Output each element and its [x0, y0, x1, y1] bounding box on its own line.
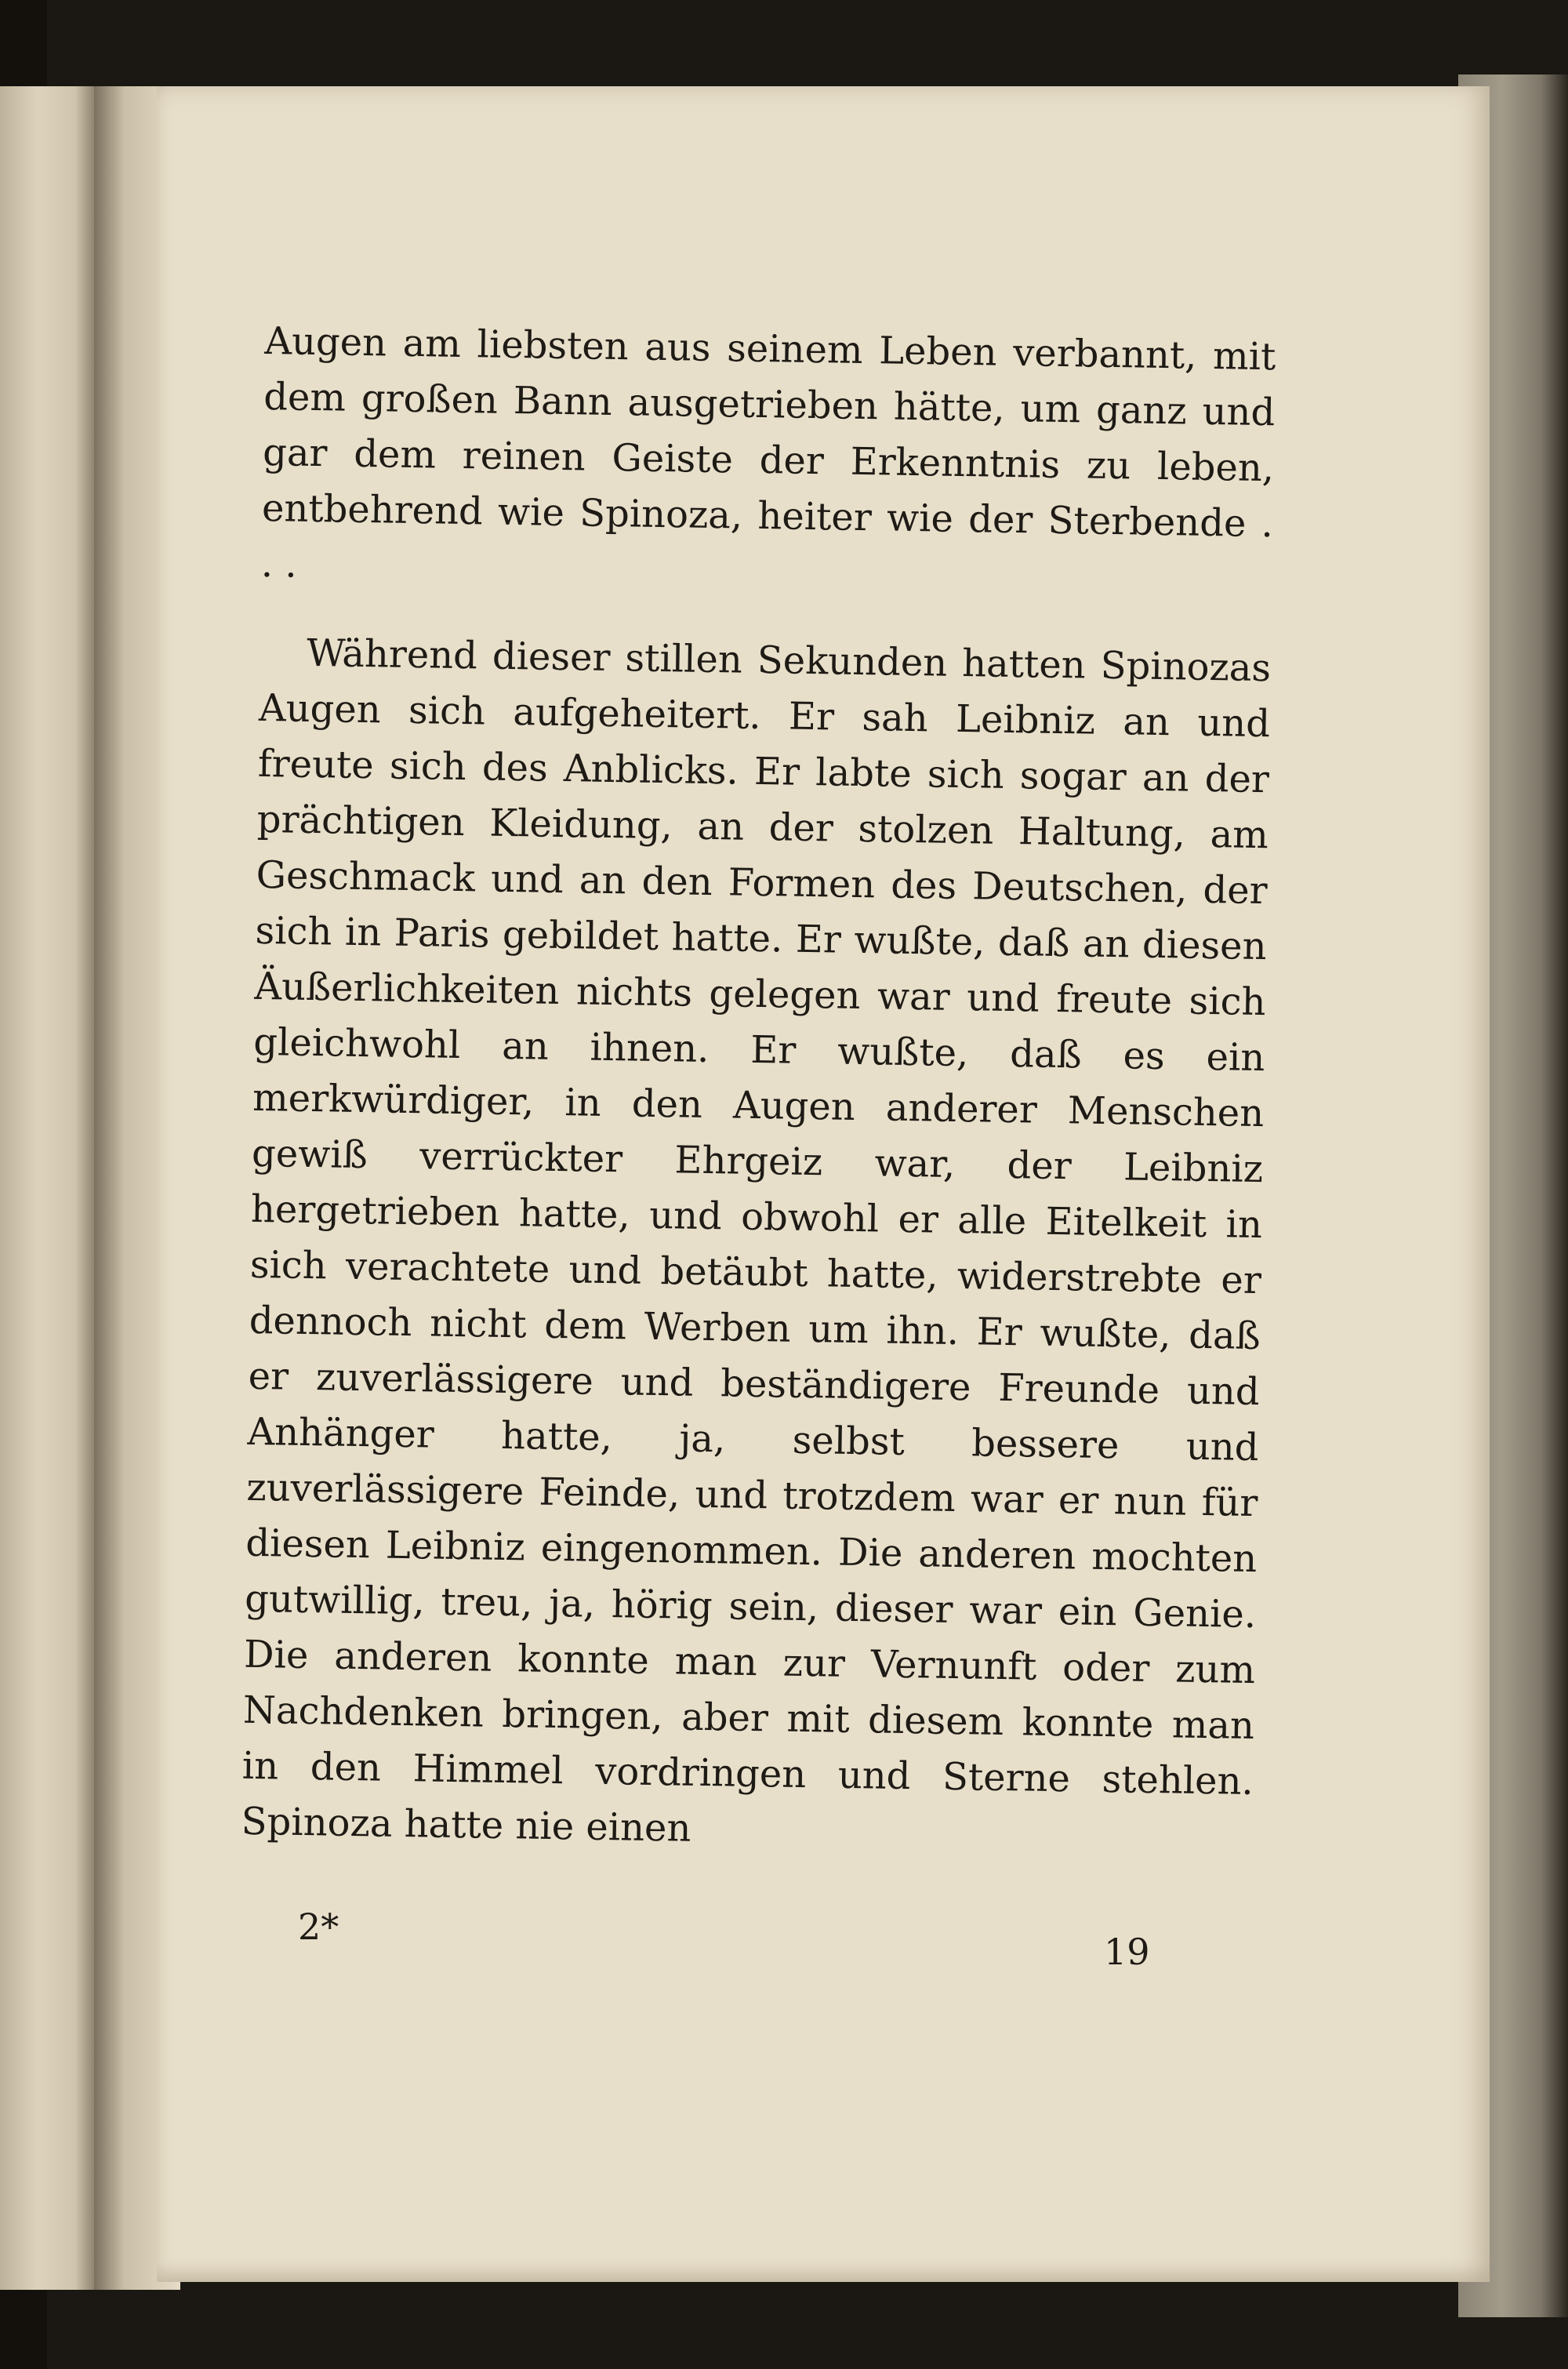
paragraph-2: Während dieser stillen Sekunden hatten Spinozas Augen sich aufgeheitert. Er sah Leibniz an und freute sich des Anblicks. Er labte sich sogar an der prächtigen Kleidung, an der stolzen Haltung, am Geschmack und an den Formen des Deutschen, der sich in Paris gebildet hatte. Er wußte, daß an diesen Äußerlichkeiten nichts gelegen war und freute sich gleichwohl an ihnen. Er wußte, daß es ein merkwürdiger, in den Augen anderer Menschen gewiß verrückter Ehrgeiz war, der Leibniz hergetrieben hatte, und obwohl er alle Eitelkeit in sich verachtete und betäubt hatte, widerstrebte er dennoch nicht dem Werben um ihn. Er wußte, daß er zuverlässigere und beständigere Freunde und Anhänger hatte, ja, selbst bessere und zuverlässigere Feinde, und trotzdem war er nun für diesen Leibniz eingenommen. Die anderen mochten gutwillig, treu, ja, hörig sein, dieser war ein Genie. Die anderen konnte man zur Vernunft oder zum Nachdenken bringen, aber mit diesem konnte man in den Himmel vordringen und Sterne stehlen. Spinoza hatte nie einen [241, 630, 1272, 1851]
facing-page-edge [0, 86, 94, 2290]
printer-signature-mark: 2* [298, 1906, 339, 1948]
book-page [157, 86, 1490, 2282]
paragraph-1: Augen am liebsten aus seinem Leben verbannt, mit dem großen Bann ausgetrieben hätte, um ganz und gar dem reinen Geiste der Erkenntnis zu leben, entbehrend wie Spinoza, heiter wie der Sterbende . . . [260, 318, 1276, 587]
page-number: 19 [1104, 1931, 1150, 1973]
body-text [241, 314, 1276, 1866]
